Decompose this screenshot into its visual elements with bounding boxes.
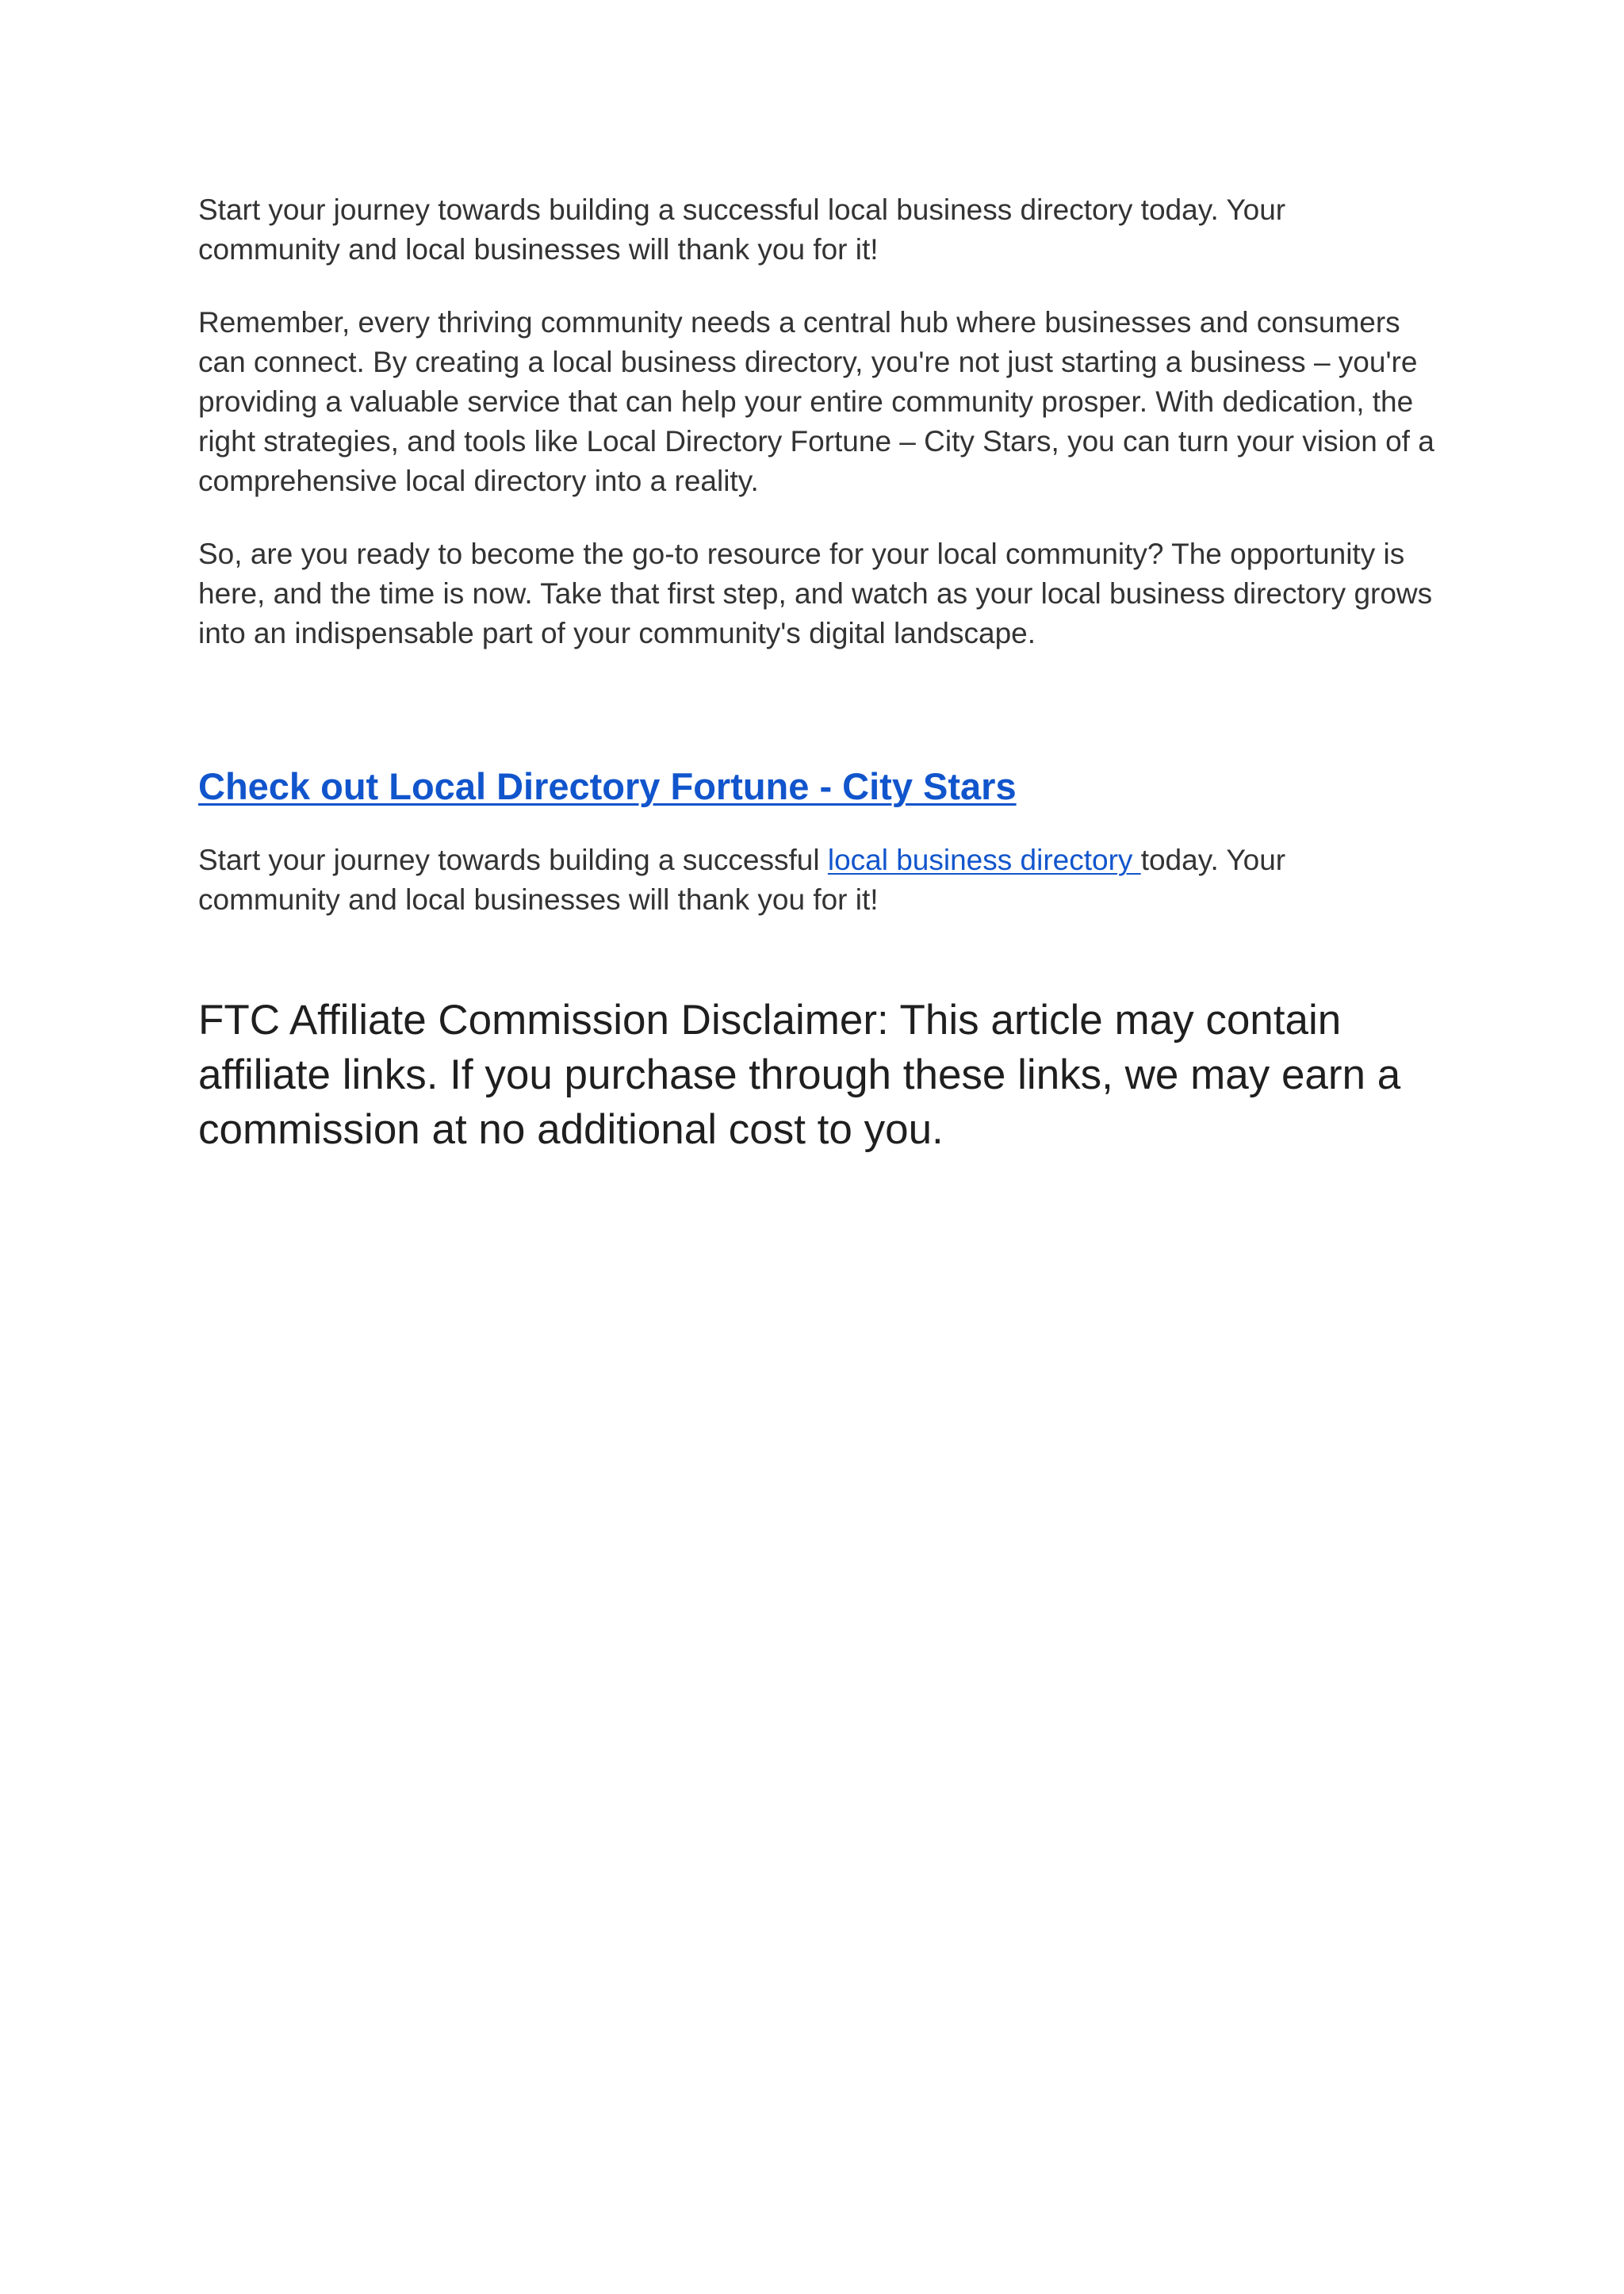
check-out-product-link[interactable]: Check out Local Directory Fortune - City Stars (198, 765, 1017, 807)
closing-text-after-link: today. Your community and local businesses will thank you for it! (198, 844, 1286, 916)
closing-text-before-link: Start your journey towards building a successful (198, 844, 828, 876)
document-page (198, 190, 1435, 1157)
closing-paragraph (198, 841, 1435, 920)
local-business-directory-link[interactable]: local business directory (827, 844, 1141, 876)
ftc-disclaimer: FTC Affiliate Commission Disclaimer: This article may contain affiliate links. If you purchase through these links, we may earn a commission at no additional cost to you. (198, 997, 1401, 1153)
call-to-action-paragraph: So, are you ready to become the go-to resource for your local community? The opportunity is here, and the time is now. Take that first step, and watch as your local business directory grows into an indispensable part of your community's digital landscape. (198, 538, 1433, 649)
intro-paragraph: Start your journey towards building a successful local business directory today. Your community and local businesses will thank you for it! (198, 193, 1286, 266)
community-hub-paragraph: Remember, every thriving community needs a central hub where businesses and consumers can connect. By creating a local business directory, you're not just starting a business – you're providing a valuable service that can help your entire community prosper. With dedication, the right strategies, and tools like Local Directory Fortune – City Stars, you can turn your vision of a comprehensive local directory into a reality. (198, 306, 1434, 497)
